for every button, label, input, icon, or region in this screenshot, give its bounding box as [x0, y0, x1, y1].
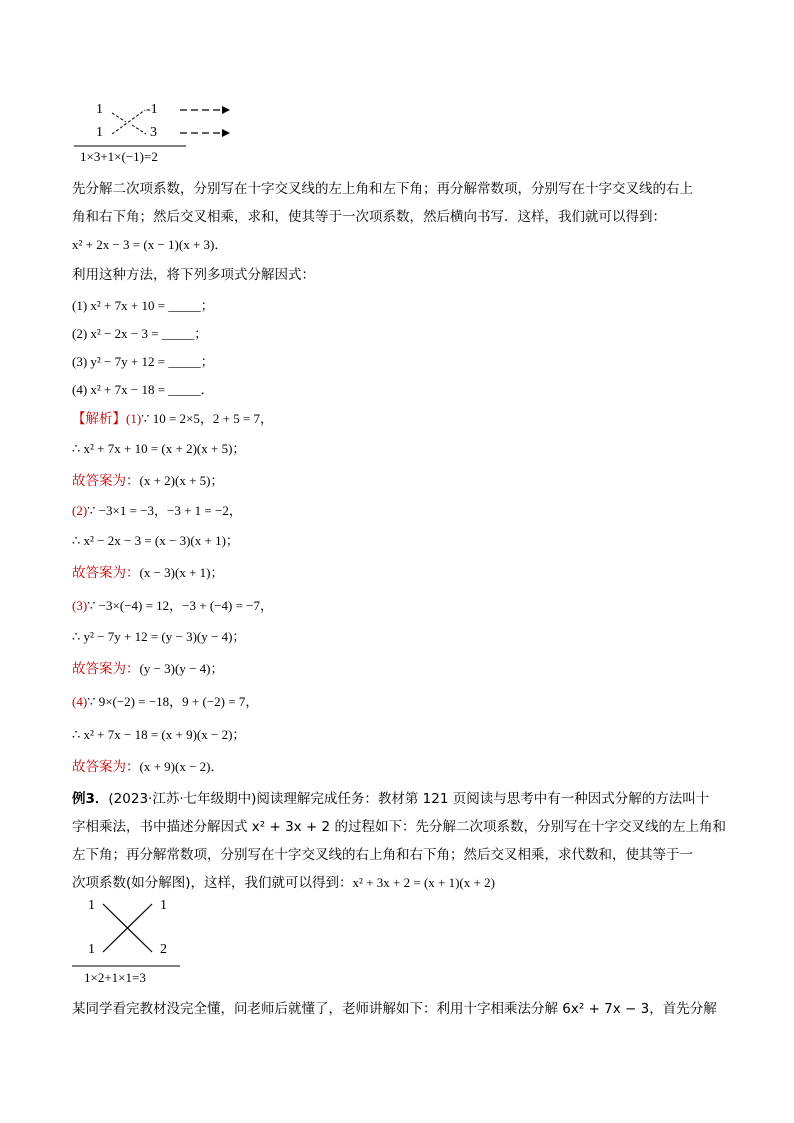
intro-line-1: 先分解二次项系数，分别写在十字交叉线的左上角和左下角；再分解常数项，分别写在十字交叉线的右上 [72, 181, 693, 197]
solution-2-answer-label: 故答案为： [72, 565, 140, 581]
example3-line-2: 字相乘法，书中描述分解因式 x² + 3x + 2 的过程如下：先分解二次项系数，分别写在十字交叉线的左上角和 [72, 819, 726, 835]
question-2: (2) x² − 2x − 3 = _____； [72, 326, 208, 341]
diagram1-top-right: -1 [146, 102, 158, 117]
intro-task: 利用这种方法，将下列多项式分解因式： [72, 267, 315, 283]
solution-2-because-line [72, 502, 242, 520]
solution-3-therefore: ∴ y² − 7y + 12 = (y − 3)(y − 4)； [72, 629, 246, 644]
intro-example: x² + 2x − 3 = (x − 1)(x + 3)． [72, 237, 228, 252]
solution-1-num: (1) [126, 411, 142, 426]
solution-3-answer: (y − 3)(y − 4)； [139, 661, 224, 676]
solution-4-therefore: ∴ x² + 7x − 18 = (x + 9)(x − 2)； [72, 727, 246, 742]
diagram2-top-left: 1 [88, 898, 95, 913]
diagram1-caption: 1×3+1×(−1)=2 [80, 149, 158, 164]
diagram2-top-right: 1 [160, 898, 167, 913]
diagram1-cross-line-b [112, 110, 145, 134]
example3-text-1: (2023·江苏·七年级期中)阅读理解完成任务：教材第 121 页阅读与思考中有一种因式分解的方法叫十 [108, 791, 710, 807]
example3-label: 例3． [72, 791, 109, 807]
solution-4-answer: (x + 9)(x − 2)． [139, 759, 224, 774]
diagram1-cross-line-a [112, 113, 126, 122]
solution-3-answer-line [72, 660, 223, 678]
diagram2-bottom-left: 1 [88, 942, 95, 957]
solution-1-because: ∵ 10 = 2×5，2 + 5 = 7， [141, 411, 274, 426]
diagram1-bottom-left: 1 [96, 125, 103, 140]
solution-4-because: ∵ 9×(−2) = −18，9 + (−2) = 7， [87, 694, 259, 709]
example3-math: x² + 3x + 2 = (x + 1)(x + 2) [352, 875, 495, 890]
closing-line: 某同学看完教材没完全懂，问老师后就懂了，老师讲解如下：利用十字相乘法分解 6x² + 7x − 3，首先分解 [72, 1001, 717, 1017]
solution-3-num: (3) [72, 598, 88, 613]
intro-line-2: 角和右下角；然后交叉相乘，求和，使其等于一次项系数，然后横向书写．这样，我们就可以得到： [72, 209, 666, 225]
diagram2-bottom-right: 2 [160, 942, 167, 957]
solution-4-num: (4) [72, 694, 88, 709]
solution-1-because-line [72, 410, 273, 428]
question-3: (3) y² − 7y + 12 = _____； [72, 354, 214, 369]
solution-1-answer: (x + 2)(x + 5)； [139, 473, 224, 488]
solution-4-answer-line [72, 758, 223, 776]
diagram1-cross-line-c [132, 125, 146, 134]
diagram1-arrowhead-bottom [222, 129, 230, 137]
solution-3-answer-label: 故答案为： [72, 661, 140, 677]
solution-2-because: ∵ −3×1 = −3，−3 + 1 = −2， [87, 503, 242, 518]
solution-1-answer-line [72, 472, 223, 490]
diagram1-lines [0, 0, 260, 170]
solution-2-therefore: ∴ x² − 2x − 3 = (x − 3)(x + 1)； [72, 533, 239, 548]
question-1: (1) x² + 7x + 10 = _____； [72, 298, 214, 313]
solution-4-because-line [72, 693, 258, 711]
diagram1-arrowhead-top [222, 106, 230, 114]
solution-2-answer-line [72, 564, 223, 582]
solution-4-answer-label: 故答案为： [72, 759, 140, 775]
diagram2-lines [0, 890, 220, 980]
solution-3-because: ∵ −3×(−4) = 12，−3 + (−4) = −7， [87, 598, 273, 613]
diagram1-top-left: 1 [96, 102, 103, 117]
solution-tag: 【解析】 [72, 411, 126, 427]
solution-2-answer: (x − 3)(x + 1)； [139, 565, 224, 580]
solution-1-answer-label: 故答案为： [72, 473, 140, 489]
diagram1-bottom-right: 3 [150, 125, 157, 140]
example3-line-3: 左下角；再分解常数项，分别写在十字交叉线的右上角和右下角；然后交叉相乘，求代数和，使其等于一 [72, 847, 693, 863]
diagram2-caption: 1×2+1×1=3 [84, 970, 146, 985]
solution-1-therefore: ∴ x² + 7x + 10 = (x + 2)(x + 5)； [72, 441, 246, 456]
example3-text-4: 次项系数(如分解图)，这样，我们就可以得到： [72, 875, 353, 891]
solution-3-because-line [72, 597, 273, 615]
solution-2-num: (2) [72, 503, 88, 518]
example3-line-1 [72, 790, 709, 808]
question-4: (4) x² + 7x − 18 = _____． [72, 382, 214, 397]
